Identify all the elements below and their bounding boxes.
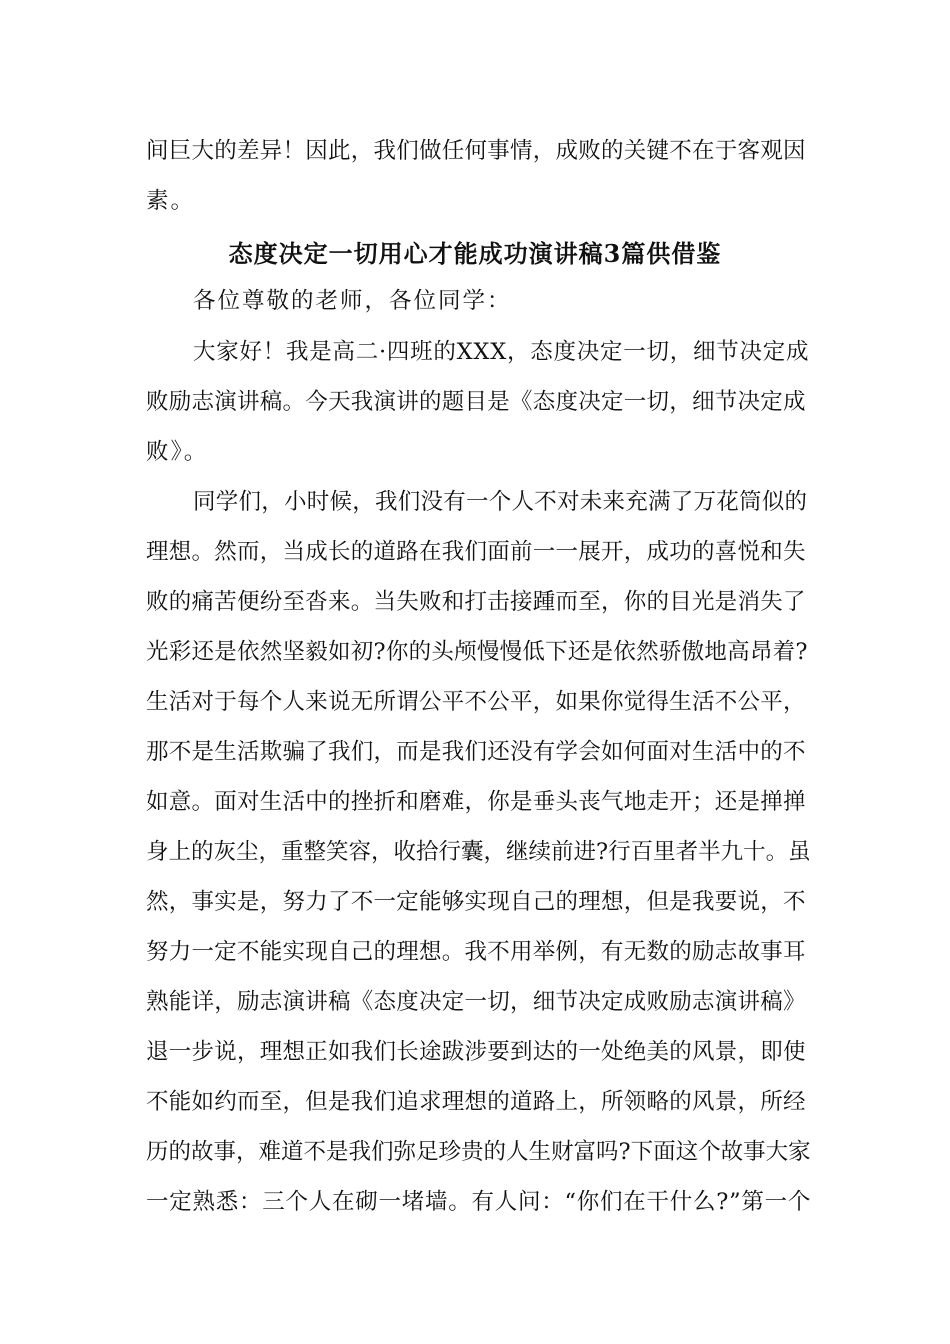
paragraph-line: 不能如约而至，但是我们追求理想的道路上，所领略的风景，所经	[146, 1089, 806, 1115]
paragraph-line: 然，事实是，努力了不一定能够实现自己的理想，但是我要说，不	[146, 889, 806, 915]
paragraph-line: 大家好！我是高二·四班的XXX，态度决定一切，细节决定成	[193, 339, 810, 365]
paragraph-line: 败》。	[146, 439, 209, 465]
paragraph-line: 努力一定不能实现自己的理想。我不用举例，有无数的励志故事耳	[146, 939, 806, 965]
paragraph-line: 理想。然而，当成长的道路在我们面前一一展开，成功的喜悦和失	[146, 539, 806, 565]
paragraph-line: 那不是生活欺骗了我们，而是我们还没有学会如何面对生活中的不	[146, 739, 806, 765]
paragraph-line: 同学们，小时候，我们没有一个人不对未来充满了万花筒似的	[193, 489, 808, 515]
paragraph-line: 身上的灰尘，重整笑容，收拾行囊，继续前进?行百里者半九十。虽	[146, 839, 811, 865]
paragraph-line: 如意。面对生活中的挫折和磨难，你是垂头丧气地走开；还是掸掸	[146, 789, 806, 815]
paragraph-line: 一定熟悉：三个人在砌一堵墙。有人问：“你们在干什么?”第一个	[146, 1189, 812, 1215]
paragraph-line: 败的痛苦便纷至沓来。当失败和打击接踵而至，你的目光是消失了	[146, 589, 806, 615]
paragraph-line: 熟能详，励志演讲稿《态度决定一切，细节决定成败励志演讲稿》	[146, 989, 806, 1015]
document-title: 态度决定一切用心才能成功演讲稿3篇供借鉴	[228, 239, 722, 268]
paragraph-line: 素。	[146, 188, 196, 214]
paragraph-line: 生活对于每个人来说无所谓公平不公平，如果你觉得生活不公平，	[146, 689, 806, 715]
paragraph-line: 退一步说，理想正如我们长途跋涉要到达的一处绝美的风景，即使	[146, 1039, 806, 1065]
paragraph-line: 历的故事，难道不是我们弥足珍贵的人生财富吗?下面这个故事大家	[146, 1139, 811, 1165]
paragraph-line: 败励志演讲稿。今天我演讲的题目是《态度决定一切，细节决定成	[146, 389, 806, 415]
salutation-line: 各位尊敬的老师，各位同学：	[193, 288, 512, 314]
paragraph-line: 间巨大的差异！因此，我们做任何事情，成败的关键不在于客观因	[146, 138, 806, 164]
paragraph-line: 光彩还是依然坚毅如初?你的头颅慢慢低下还是依然骄傲地高昂着?	[146, 639, 808, 665]
